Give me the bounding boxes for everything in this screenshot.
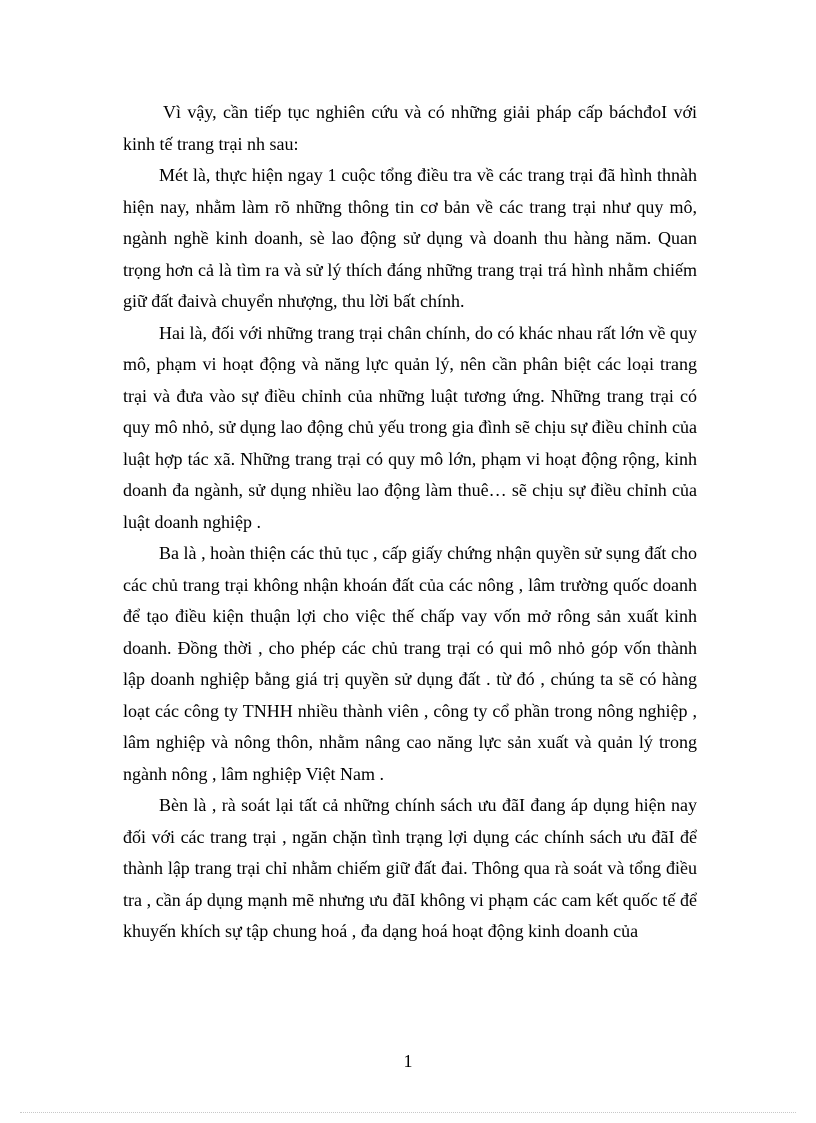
page-number: 1 [403,1051,413,1071]
paragraph-point-four: Bèn là , rà soát lại tất cả những chính sách ưu đãI đang áp dụng hiện nay đối với các trang trại , ngăn chặn tình trạng lợi dụng các chính sách ưu đãI để thành lập trang trại chỉ nhằm chiếm giữ đất đai. Thông qua rà soát và tổng điều tra , cần áp dụng mạnh mẽ nhưng ưu đãI không vi phạm các cam kết quốc tế để khuyến khích sự tập chung hoá , đa dạng hoá hoạt động kinh doanh của [123,795,697,941]
body-text [123,97,697,948]
paragraph-point-two: Hai là, đối với những trang trại chân chính, do có khác nhau rất lớn về quy mô, phạm vi hoạt động và năng lực quản lý, nên cần phân biệt các loại trang trại và đưa vào sự điều chỉnh của những luật tương ứng. Những trang trại có quy mô nhỏ, sử dụng lao động chủ yếu trong gia đình sẽ chịu sự điều chỉnh của luật hợp tác xã. Những trang trại có quy mô lớn, phạm vi hoạt động rộng, kinh doanh đa ngành, sử dụng nhiều lao động làm thuê… sẽ chịu sự điều chỉnh của luật doanh nghiệp . [123,322,697,532]
page-bottom-divider [20,1112,796,1113]
paragraph-point-three: Ba là , hoàn thiện các thủ tục , cấp giấy chứng nhận quyền sử sụng đất cho các chủ trang trại không nhận khoán đất của các nông , lâm trường quốc doanh để tạo điều kiện thuận lợi cho việc thế chấp vay vốn mở rông sản xuất kinh doanh. Đồng thời , cho phép các chủ trang trại có qui mô nhỏ góp vốn thành lập doanh nghiệp bằng giá trị quyền sử dụng đất . từ đó , chúng ta sẽ có hàng loạt các công ty TNHH nhiều thành viên , công ty cổ phần trong nông nghiệp , lâm nghiệp và nông thôn, nhằm nâng cao năng lực sản xuất và quản lý trong ngành nông , lâm nghiệp Việt Nam . [123,543,697,784]
paragraph-intro: Vì vậy, cần tiếp tục nghiên cứu và có những giải pháp cấp báchđoI với kinh tế trang trại nh sau: [123,102,697,154]
paragraph-point-one: Mét là, thực hiện ngay 1 cuộc tổng điều tra về các trang trại đã hình thnàh hiện nay, nhằm làm rõ những thông tin cơ bản về các trang trại như quy mô, ngành nghề kinh doanh, sè lao động sử dụng và doanh thu hàng năm. Quan trọng hơn cả là tìm ra và sử lý thích đáng những trang trại trá hình nhằm chiếm giữ đất đaivà chuyển nhượng, thu lời bất chính. [123,165,697,311]
